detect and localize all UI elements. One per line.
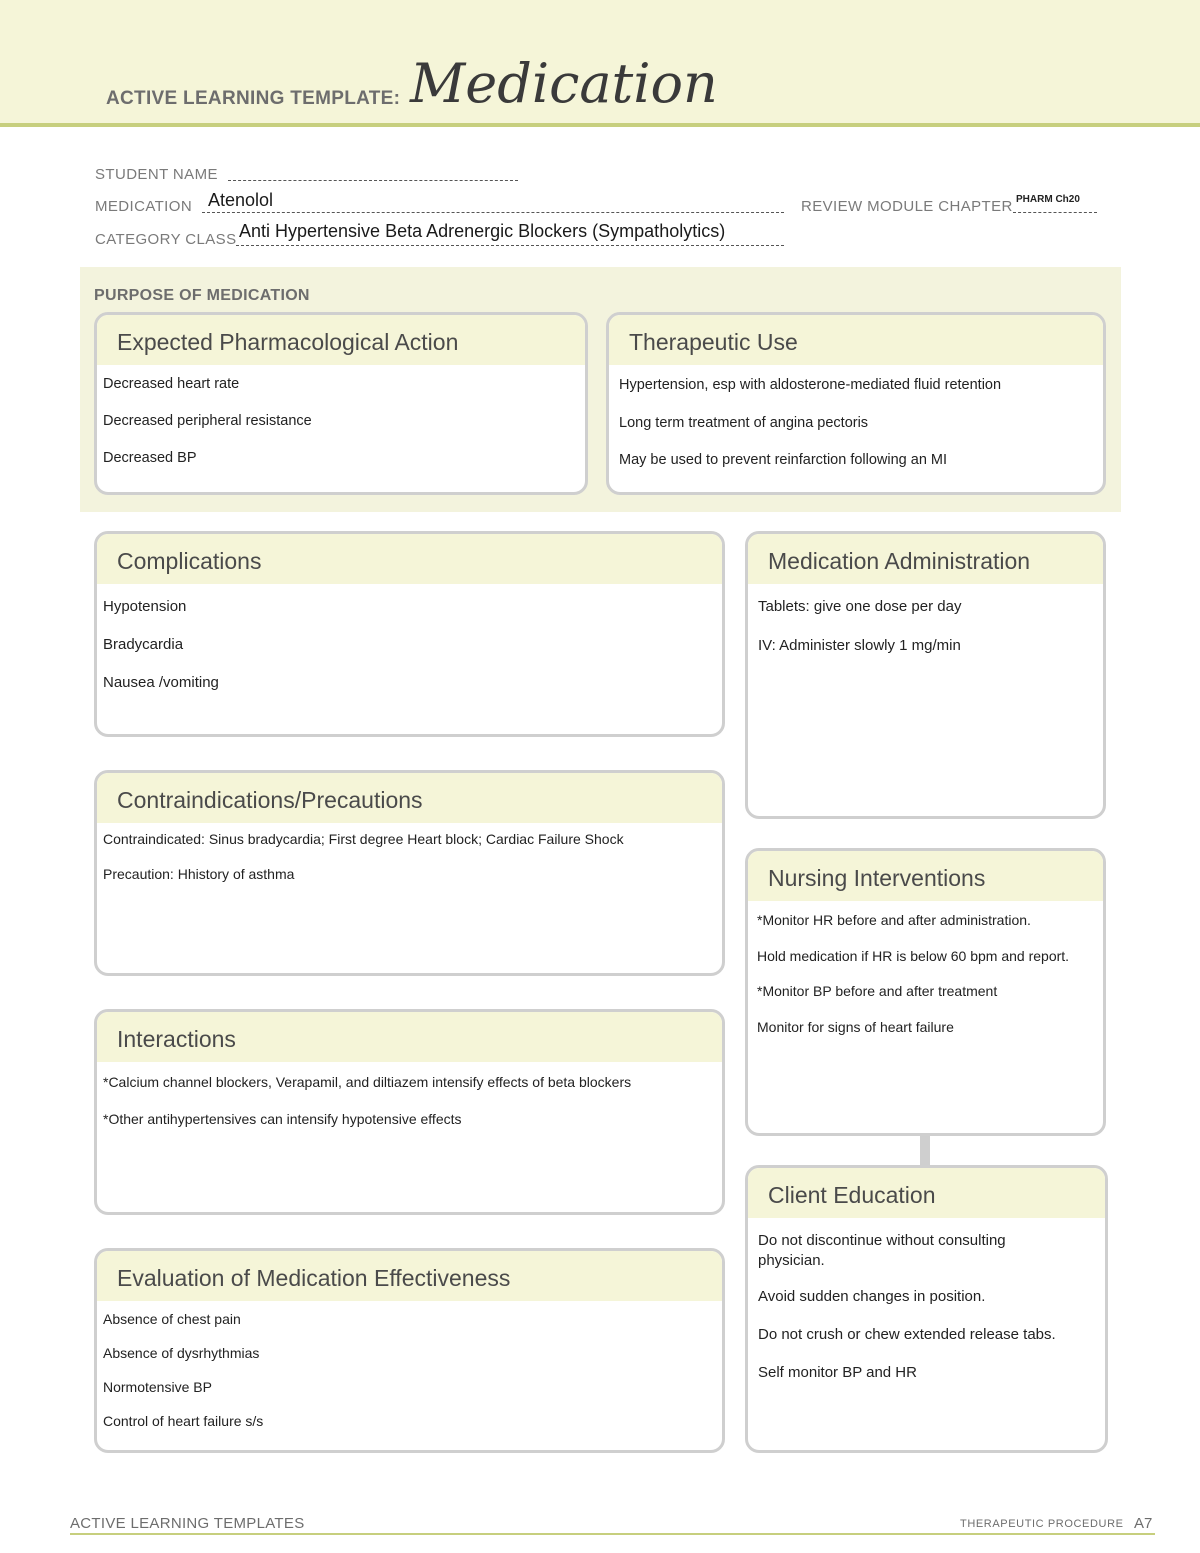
category-class-value: Anti Hypertensive Beta Adrenergic Blockers (Sympatholytics) <box>239 221 726 241</box>
student-name-label: STUDENT NAME <box>95 166 218 183</box>
interactions-title: Interactions <box>97 1012 722 1062</box>
list-item: Bradycardia <box>103 636 184 653</box>
interactions-box <box>94 1009 725 1215</box>
review-module-value: PHARM Ch20 <box>1016 194 1080 205</box>
list-item: Hold medication if HR is below 60 bpm and report. <box>757 948 1070 964</box>
evaluation-title: Evaluation of Medication Effectiveness <box>97 1251 722 1301</box>
page-title: Medication <box>410 52 718 115</box>
list-item: Nausea /vomiting <box>103 674 219 691</box>
client-education-box <box>745 1165 1108 1453</box>
complications-title: Complications <box>97 534 722 584</box>
list-item: Monitor for signs of heart failure <box>757 1019 954 1035</box>
footer-section: THERAPEUTIC PROCEDURE <box>960 1518 1124 1530</box>
nursing-interventions-box <box>745 848 1106 1136</box>
footer-title: ACTIVE LEARNING TEMPLATES <box>70 1515 305 1532</box>
review-module-field[interactable] <box>1013 212 1097 213</box>
list-item: Decreased peripheral resistance <box>103 413 312 429</box>
list-item: Hypotension <box>103 598 187 615</box>
administration-box <box>745 531 1106 819</box>
list-item: Hypertension, esp with aldosterone-mediated fluid retention <box>619 377 1002 393</box>
review-module-label: REVIEW MODULE CHAPTER <box>801 198 1013 215</box>
category-class-label: CATEGORY CLASS <box>95 231 237 248</box>
list-item: Avoid sudden changes in position. <box>758 1288 986 1305</box>
administration-title: Medication Administration <box>748 534 1103 584</box>
list-item: Normotensive BP <box>103 1379 212 1395</box>
client-education-title: Client Education <box>748 1168 1105 1218</box>
list-item: Self monitor BP and HR <box>758 1364 917 1381</box>
header-divider <box>0 123 1200 127</box>
list-item: Do not discontinue without consulting physician. <box>758 1232 1006 1269</box>
list-item: Control of heart failure s/s <box>103 1413 264 1429</box>
list-item: *Monitor HR before and after administration. <box>757 912 1031 928</box>
category-class-field[interactable] <box>236 245 784 246</box>
page-number: A7 <box>1134 1515 1153 1532</box>
medication-field[interactable] <box>202 212 784 213</box>
contraindications-box <box>94 770 725 976</box>
list-item: Decreased BP <box>103 450 197 466</box>
template-label: ACTIVE LEARNING TEMPLATE: <box>106 88 401 109</box>
purpose-heading: PURPOSE OF MEDICATION <box>94 287 310 304</box>
list-item: *Other antihypertensives can intensify hypotensive effects <box>103 1111 462 1127</box>
list-item: Do not crush or chew extended release tabs. <box>758 1326 1056 1343</box>
student-name-field[interactable] <box>228 180 518 181</box>
list-item: May be used to prevent reinfarction following an MI <box>619 452 948 468</box>
complications-box <box>94 531 725 737</box>
list-item: Decreased heart rate <box>103 376 240 392</box>
nursing-interventions-title: Nursing Interventions <box>748 851 1103 901</box>
list-item: Absence of chest pain <box>103 1311 241 1327</box>
list-item: Long term treatment of angina pectoris <box>619 415 869 431</box>
therapeutic-use-title: Therapeutic Use <box>609 315 1103 365</box>
expected-action-box <box>94 312 588 495</box>
expected-action-title: Expected Pharmacological Action <box>97 315 585 365</box>
evaluation-box <box>94 1248 725 1453</box>
list-item: *Calcium channel blockers, Verapamil, and diltiazem intensify effects of beta blockers <box>103 1074 632 1090</box>
medication-value: Atenolol <box>208 190 274 210</box>
list-item: Tablets: give one dose per day <box>758 598 962 615</box>
list-item: Contraindicated: Sinus bradycardia; First degree Heart block; Cardiac Failure Shock <box>103 831 624 847</box>
list-item: *Monitor BP before and after treatment <box>757 983 998 999</box>
footer-divider <box>70 1533 1155 1535</box>
box-connector <box>920 1134 930 1166</box>
list-item: Precaution: Hhistory of asthma <box>103 866 295 882</box>
list-item: IV: Administer slowly 1 mg/min <box>758 637 961 654</box>
therapeutic-use-box <box>606 312 1106 495</box>
contraindications-title: Contraindications/Precautions <box>97 773 722 823</box>
list-item: Absence of dysrhythmias <box>103 1345 260 1361</box>
medication-label: MEDICATION <box>95 198 193 215</box>
